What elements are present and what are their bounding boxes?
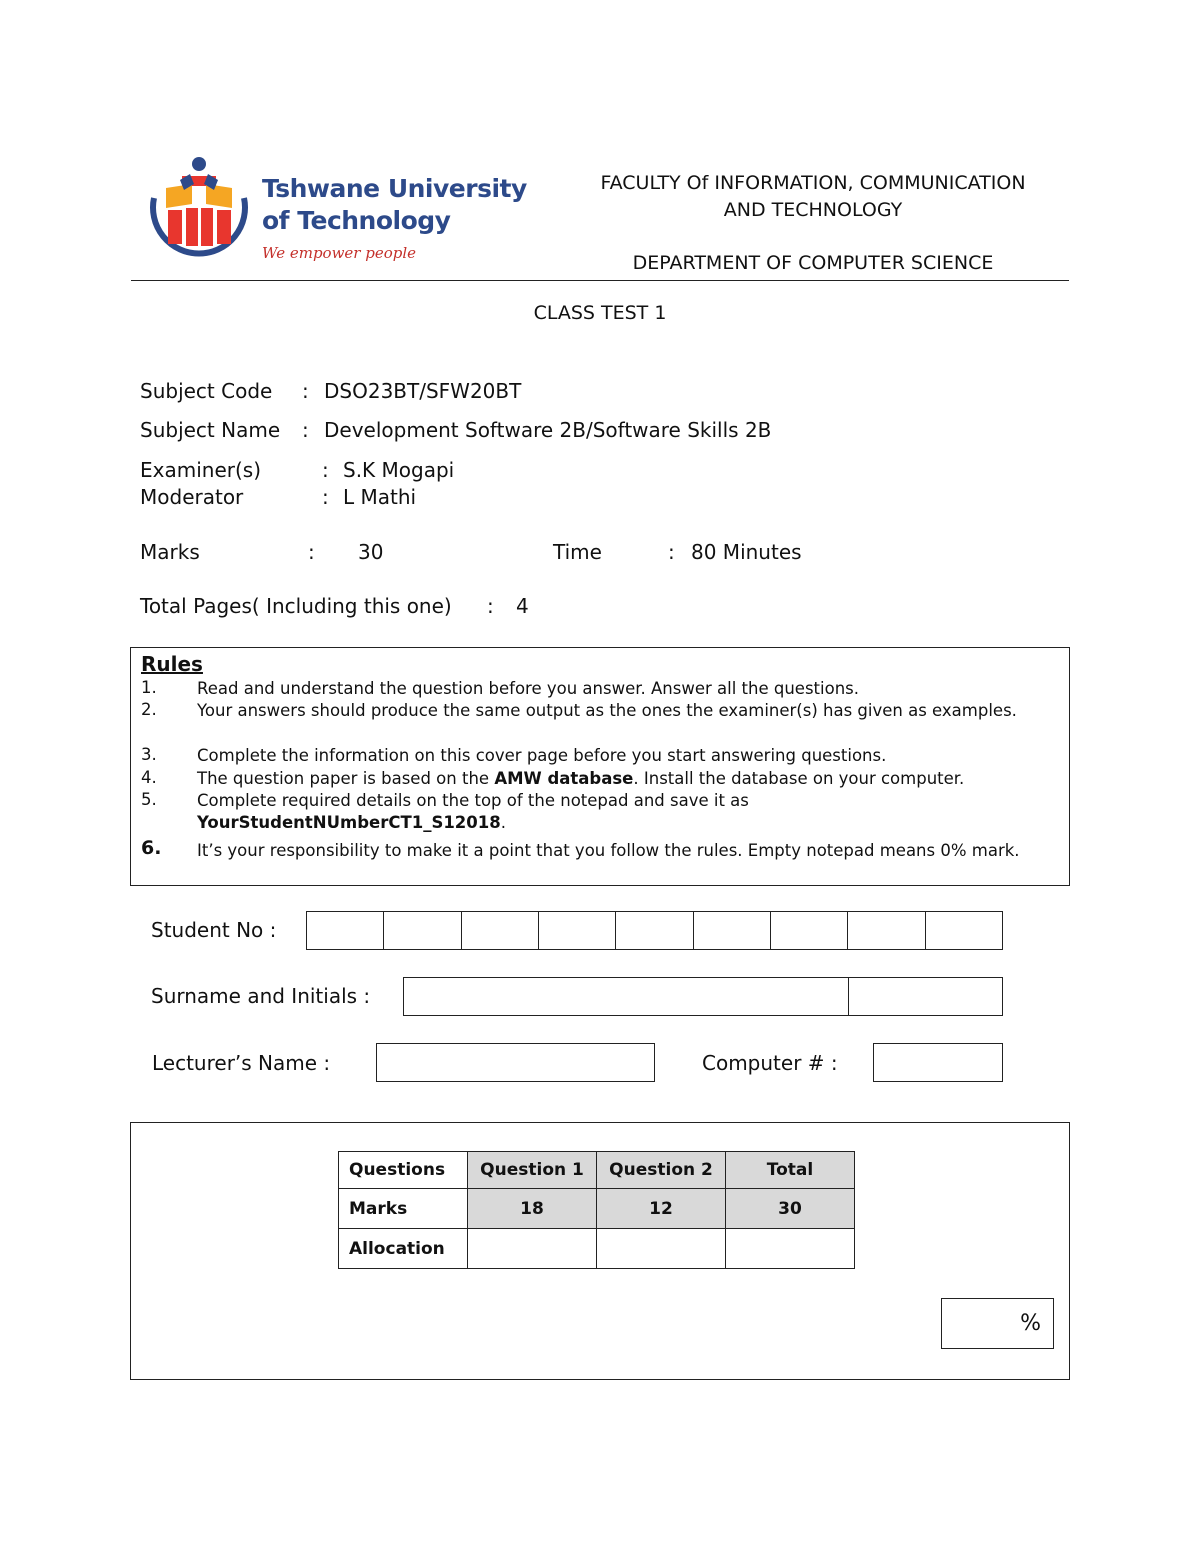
time-value: 80 Minutes [691, 540, 802, 564]
subject-name-label: Subject Name [140, 418, 281, 442]
rule-number: 5. [141, 790, 157, 809]
student-no-digit[interactable] [462, 912, 539, 949]
rule-number: 1. [141, 678, 157, 697]
lecturer-name-label: Lecturer’s Name : [152, 1051, 331, 1075]
student-no-digit[interactable] [539, 912, 616, 949]
examiner-value: S.K Mogapi [343, 458, 455, 482]
header-questions: Questions [339, 1152, 468, 1189]
university-name-line2: of Technology [262, 206, 451, 235]
rule-number: 4. [141, 768, 157, 787]
department-heading: DEPARTMENT OF COMPUTER SCIENCE [632, 252, 994, 274]
colon: : [322, 485, 329, 509]
student-no-digit[interactable] [771, 912, 848, 949]
header-question-2: Question 2 [597, 1152, 726, 1189]
rule-text: Complete the information on this cover page before you start answering questions. [197, 746, 887, 765]
table-row-marks [339, 1189, 855, 1229]
rules-box [130, 647, 1070, 886]
allocation-total-cell[interactable] [726, 1229, 855, 1269]
university-emblem-icon [140, 150, 258, 268]
colon: : [302, 379, 309, 403]
surname-label: Surname and Initials : [151, 984, 371, 1008]
rule-text: Read and understand the question before you answer. Answer all the questions. [197, 679, 859, 698]
colon: : [668, 540, 675, 564]
computer-number-label: Computer # : [702, 1051, 838, 1075]
save-filename: YourStudentNUmberCT1_S12018 [197, 813, 501, 832]
time-label: Time [553, 540, 602, 564]
marks-question-2: 12 [597, 1189, 726, 1229]
total-pages-value: 4 [516, 594, 529, 618]
faculty-heading [560, 170, 1066, 224]
marks-row-label: Marks [339, 1189, 468, 1229]
colon: : [308, 540, 315, 564]
subject-code-value: DSO23BT/SFW20BT [324, 379, 522, 403]
moderator-label: Moderator [140, 485, 244, 509]
faculty-line2: AND TECHNOLOGY [723, 199, 903, 221]
university-tagline: We empower people [262, 244, 417, 262]
student-no-digit[interactable] [694, 912, 771, 949]
database-name: AMW database [494, 769, 634, 788]
student-no-digit[interactable] [848, 912, 925, 949]
student-no-digit[interactable] [307, 912, 384, 949]
percent-symbol: % [1020, 1311, 1041, 1336]
marks-table [338, 1151, 855, 1269]
student-no-digit[interactable] [616, 912, 693, 949]
marks-question-1: 18 [468, 1189, 597, 1229]
allocation-question-1-cell[interactable] [468, 1229, 597, 1269]
rule-number: 6. [141, 837, 162, 859]
initials-input[interactable] [848, 977, 1003, 1016]
colon: : [322, 458, 329, 482]
surname-input[interactable] [403, 977, 850, 1016]
header-divider [131, 280, 1069, 281]
allocation-question-2-cell[interactable] [597, 1229, 726, 1269]
faculty-line1: FACULTY Of INFORMATION, COMMUNICATION [600, 172, 1026, 194]
rule-text: Your answers should produce the same output as the ones the examiner(s) has given as examples. [197, 701, 1017, 720]
page-title: CLASS TEST 1 [533, 302, 667, 324]
rules-title: Rules [141, 652, 203, 676]
examiner-label: Examiner(s) [140, 458, 261, 482]
university-name-line1: Tshwane University [262, 174, 527, 203]
header-total: Total [726, 1152, 855, 1189]
moderator-value: L Mathi [343, 485, 417, 509]
rule-text: Complete required details on the top of the notepad and save it as YourStudentNUmberCT1_S12018. [197, 791, 749, 832]
student-no-input[interactable] [306, 911, 1003, 950]
lecturer-name-input[interactable] [376, 1043, 655, 1082]
rule-text: It’s your responsibility to make it a point that you follow the rules. Empty notepad means 0% mark. [197, 841, 1020, 860]
marks-label: Marks [140, 540, 200, 564]
allocation-row-label: Allocation [339, 1229, 468, 1269]
computer-number-input[interactable] [873, 1043, 1003, 1082]
rule-text: The question paper is based on the AMW database. Install the database on your computer. [197, 769, 965, 788]
percentage-box[interactable] [941, 1298, 1054, 1349]
rule-number: 3. [141, 745, 157, 764]
university-logo [140, 150, 525, 268]
total-pages-label: Total Pages( Including this one) [140, 594, 452, 618]
student-no-label: Student No : [151, 918, 277, 942]
rule-number: 2. [141, 700, 157, 719]
marks-total: 30 [726, 1189, 855, 1229]
colon: : [487, 594, 494, 618]
header-question-1: Question 1 [468, 1152, 597, 1189]
student-no-digit[interactable] [384, 912, 461, 949]
subject-code-label: Subject Code [140, 379, 273, 403]
colon: : [302, 418, 309, 442]
table-header-row [339, 1152, 855, 1189]
student-no-digit[interactable] [926, 912, 1002, 949]
subject-name-value: Development Software 2B/Software Skills 2B [324, 418, 772, 442]
table-row-allocation [339, 1229, 855, 1269]
marks-value: 30 [358, 540, 384, 564]
